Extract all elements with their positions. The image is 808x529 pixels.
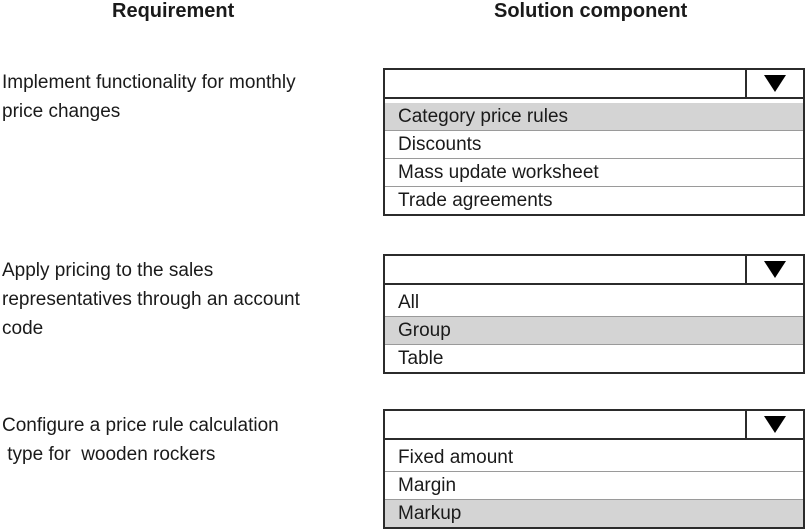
dropdown-option-fixed-amount[interactable]: Fixed amount xyxy=(398,447,514,468)
dropdown-header[interactable] xyxy=(385,411,803,440)
dropdown-option-table[interactable]: Table xyxy=(385,344,803,372)
requirement-line: price changes xyxy=(2,101,121,122)
requirement-line: representatives through an account xyxy=(2,289,300,310)
requirement-text-1 xyxy=(2,68,372,126)
dropdown-option-mass-update-worksheet[interactable]: Mass update worksheet xyxy=(385,158,803,186)
dropdown-option-trade-agreements[interactable]: Trade agreements xyxy=(385,186,803,214)
requirement-text-2 xyxy=(2,256,372,343)
requirement-header: Requirement xyxy=(112,0,235,22)
requirement-line: Apply pricing to the sales xyxy=(2,260,214,281)
requirement-text-3 xyxy=(2,411,372,469)
dropdown-option-margin[interactable]: Margin xyxy=(385,471,803,499)
dropdown-button[interactable] xyxy=(745,70,803,97)
requirement-line: Configure a price rule calculation xyxy=(2,415,279,436)
requirement-line: Implement functionality for monthly xyxy=(2,72,296,93)
solution-dropdown-3[interactable] xyxy=(383,409,805,529)
solution-dropdown-1[interactable] xyxy=(383,68,805,216)
dropdown-header[interactable] xyxy=(385,70,803,99)
triangle-down-icon xyxy=(764,261,786,278)
dropdown-option-markup[interactable]: Markup xyxy=(385,499,803,527)
dropdown-button[interactable] xyxy=(745,256,803,283)
dropdown-option-all[interactable]: All xyxy=(398,292,420,313)
dropdown-header[interactable] xyxy=(385,256,803,285)
triangle-down-icon xyxy=(764,416,786,433)
dropdown-button[interactable] xyxy=(745,411,803,438)
solution-dropdown-2[interactable] xyxy=(383,254,805,374)
dropdown-option-discounts[interactable]: Discounts xyxy=(385,130,803,158)
solution-component-header: Solution component xyxy=(494,0,688,22)
requirement-line: type for wooden rockers xyxy=(2,444,216,465)
requirement-line: code xyxy=(2,318,44,339)
triangle-down-icon xyxy=(764,75,786,92)
dropdown-option-group[interactable]: Group xyxy=(385,316,803,344)
dropdown-option-category-price-rules[interactable]: Category price rules xyxy=(385,103,803,130)
